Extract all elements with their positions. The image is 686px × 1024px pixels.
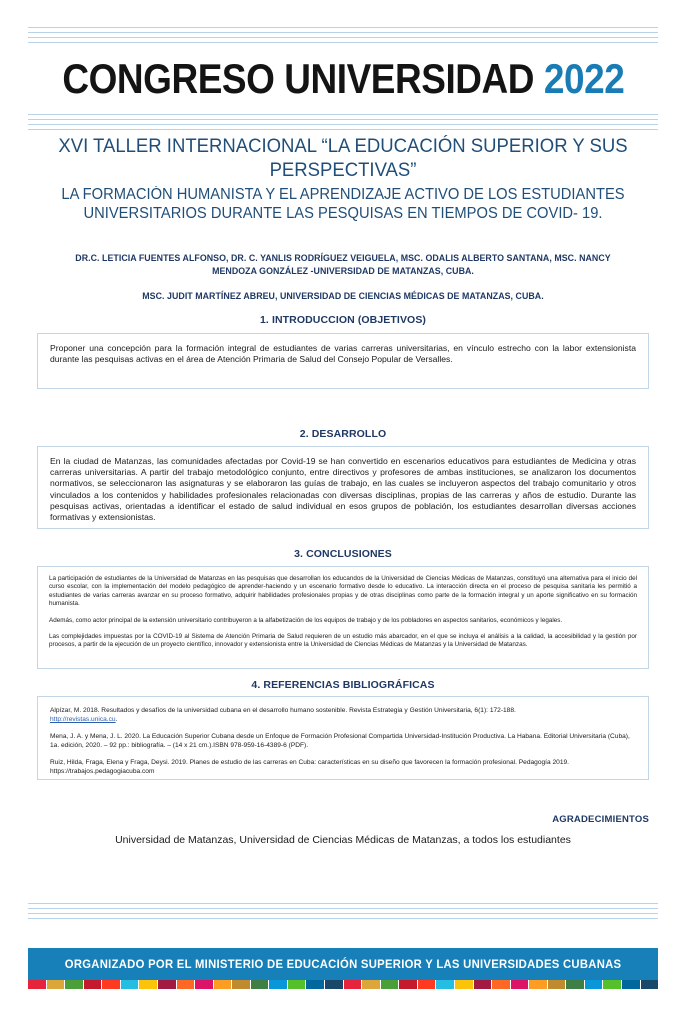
sdg-swatch-8 — [158, 980, 176, 989]
sdg-swatch-24 — [455, 980, 473, 989]
conclusions-paragraph-3: Las complejidades impuestas por la COVID-19 al Sistema de Atención Primaria de Salud requieren de un estudio más abarcador, en el que se incluya el análisis a la calidad, la accesibilidad y la gestión por procesos, a partir de la ejecución de un proyecto científico, innovador y extensionista entre la Universidad de Ciencias Médicas de Matanzas y la Universidad de Matanzas. — [49, 633, 637, 649]
reference-item-3 — [50, 758, 636, 776]
authors-line-1: DR.C. LETICIA FUENTES ALFONSO, DR. C. YANLIS RODRÍGUEZ VEIGUELA, MSC. ODALIS ALBERTO SANTANA, MSC. NANCY MENDOZA GONZÁLEZ -UNIVERSIDAD DE MATANZAS, CUBA. — [75, 253, 611, 276]
reference-1-link[interactable]: http://revistas.unica.cu — [50, 716, 116, 723]
sdg-swatch-2 — [47, 980, 65, 989]
sdg-swatch-16 — [306, 980, 324, 989]
conclusions-box — [37, 566, 649, 669]
sdg-swatch-27 — [511, 980, 529, 989]
section-heading-conclusions: 3. CONCLUSIONES — [294, 548, 392, 560]
sdg-swatch-30 — [566, 980, 584, 989]
references-box — [37, 696, 649, 780]
sdg-swatch-25 — [474, 980, 492, 989]
rule-line — [28, 114, 658, 115]
footer-organizer-bar — [28, 948, 658, 980]
sdg-swatch-15 — [288, 980, 306, 989]
sdg-swatch-1 — [28, 980, 46, 989]
sdg-swatch-4 — [84, 980, 102, 989]
decorative-rules-top — [28, 27, 658, 43]
sdg-swatch-34 — [641, 980, 659, 989]
rule-line — [28, 124, 658, 125]
footer-organizer-text: ORGANIZADO POR EL MINISTERIO DE EDUCACIÓN SUPERIOR Y LAS UNIVERSIDADES CUBANAS — [64, 957, 622, 971]
section-heading-introduction: 1. INTRODUCCION (OBJETIVOS) — [259, 314, 427, 326]
reference-3-text: Ruiz, Hilda, Fraga, Elena y Fraga, Deysi. 2019. Planes de estudio de las carreras en Cuba: características en su diseño que favorecen la formación profesional. Pedagogía 2019. — [50, 759, 570, 766]
development-box — [37, 446, 649, 529]
decorative-rules-bottom — [28, 903, 658, 919]
rule-line — [28, 32, 658, 33]
sdg-swatch-6 — [121, 980, 139, 989]
reference-item-2: Mena, J. A. y Mena, J. L. 2020. La Educación Superior Cubana desde un Enfoque de Formación Profesional Compartida Universidad-Institución Productiva. La Habana. Editorial Universitaria (Cuba), 1a. edición, 2020. – 92 pp.: bibliografía. – (14 x 21 cm.).ISBN 978-959-16-4389-6 (PDF). — [50, 733, 630, 749]
sdg-swatch-12 — [232, 980, 250, 989]
congress-name-text: CONGRESO UNIVERSIDAD — [61, 55, 544, 102]
acknowledgments-body: Universidad de Matanzas, Universidad de Ciencias Médicas de Matanzas, a todos los estudiantes — [115, 834, 571, 846]
sdg-swatch-9 — [177, 980, 195, 989]
sdg-swatch-5 — [102, 980, 120, 989]
rule-line — [28, 27, 658, 28]
sdg-swatch-22 — [418, 980, 436, 989]
sdg-swatch-10 — [195, 980, 213, 989]
rule-line — [28, 42, 658, 43]
acknowledgments-heading: AGRADECIMIENTOS — [552, 814, 649, 825]
development-body: En la ciudad de Matanzas, las comunidades afectadas por Covid-19 se han convertido en escenarios educativos para estudiantes de Medicina y otras carreras universitarias. A partir del trabajo metodológico conjunto, entre directivos y profesores de ambas instituciones, se analizaron los documentos normativos, se seleccionaron las asignaturas y se elaboraron las guías de trabajo, en las cuales se incluyeron aspectos del trabajo comunitario y otros vinculados a los contenidos y habilidades profesionales relacionadas con diversas disciplinas, propias de las carreras y años de estudio. Durante las pesquisas activas, orientadas a identificar el estado de salud individual en esos grupos de población, los estudiantes desarrollan diversas acciones formativas y extensionistas. — [50, 456, 636, 523]
sdg-swatch-26 — [492, 980, 510, 989]
decorative-rules-title — [28, 114, 658, 130]
sdg-swatch-28 — [529, 980, 547, 989]
sdg-swatch-11 — [214, 980, 232, 989]
conclusions-paragraph-2: Además, como actor principal de la extensión universitario contribuyeron a la alfabetización de los equipos de trabajo y de los pobladores en aspectos sanitarios, económicos y legales. — [49, 616, 563, 624]
reference-item-1 — [50, 706, 636, 724]
sdg-color-strip — [28, 980, 658, 989]
sdg-swatch-13 — [251, 980, 269, 989]
rule-line — [28, 129, 658, 130]
congress-name — [62, 56, 624, 102]
sdg-swatch-17 — [325, 980, 343, 989]
congress-year: 2022 — [543, 55, 625, 102]
paper-title: LA FORMACIÓN HUMANISTA Y EL APRENDIZAJE ACTIVO DE LOS ESTUDIANTES UNIVERSITARIOS DURANTE LAS PESQUISAS EN TIEMPOS DE COVID- 19. — [61, 186, 625, 222]
sdg-swatch-23 — [436, 980, 454, 989]
sdg-swatch-3 — [65, 980, 83, 989]
sdg-swatch-18 — [344, 980, 362, 989]
poster-title-block — [28, 134, 658, 223]
authors-line-2: MSC. JUDIT MARTÍNEZ ABREU, UNIVERSIDAD DE CIENCIAS MÉDICAS DE MATANZAS, CUBA. — [142, 291, 544, 301]
workshop-title: XVI TALLER INTERNACIONAL “LA EDUCACIÓN SUPERIOR Y SUS PERSPECTIVAS” — [58, 135, 628, 181]
introduction-body: Proponer una concepción para la formación integral de estudiantes de varias carreras universitarias, en vínculo estrecho con la labor extensionista durante las pesquisas activas en el área de Atención Primaria de Salud del Consejo Popular de Versalles. — [50, 343, 636, 364]
rule-line — [28, 37, 658, 38]
rule-line — [28, 119, 658, 120]
rule-line — [28, 903, 658, 904]
sdg-swatch-19 — [362, 980, 380, 989]
sdg-swatch-7 — [139, 980, 157, 989]
rule-line — [28, 918, 658, 919]
reference-1-text: Alpízar, M. 2018. Resultados y desafíos de la universidad cubana en el desarrollo humano sostenible. Revista Estrategia y Gestión Universitaria, 6(1): 172-188. — [50, 707, 516, 714]
introduction-box — [37, 333, 649, 389]
authors-block — [60, 252, 626, 303]
sdg-swatch-21 — [399, 980, 417, 989]
reference-3-link: https://trabajos.pedagogiacuba.com — [50, 768, 155, 775]
sdg-swatch-14 — [269, 980, 287, 989]
masthead — [0, 56, 686, 102]
reference-1-tail: . — [115, 716, 118, 723]
sdg-swatch-32 — [603, 980, 621, 989]
rule-line — [28, 913, 658, 914]
sdg-swatch-29 — [548, 980, 566, 989]
sdg-swatch-20 — [381, 980, 399, 989]
conclusions-paragraph-1: La participación de estudiantes de la Universidad de Matanzas en las pesquisas que desarrollan los educandos de la Universidad de Ciencias Médicas de Matanzas, constituyó una alternativa para el inicio del curso escolar, con la implementación del modelo pedagógico de aprender-haciendo y un escenario formativo desde lo educativo. La interacción directa en el proceso de pesquisa sanitaria les permitió a estudiantes de varias carreras avanzar en su proceso formativo, adquirir habilidades profesionales propias y de otras disciplinas como parte de la formación integral y un aporte significativo en su formación humanista. — [49, 575, 637, 608]
sdg-swatch-31 — [585, 980, 603, 989]
rule-line — [28, 908, 658, 909]
sdg-swatch-33 — [622, 980, 640, 989]
section-heading-development: 2. DESARROLLO — [299, 428, 387, 440]
section-heading-references: 4. REFERENCIAS BIBLIOGRÁFICAS — [251, 679, 435, 691]
